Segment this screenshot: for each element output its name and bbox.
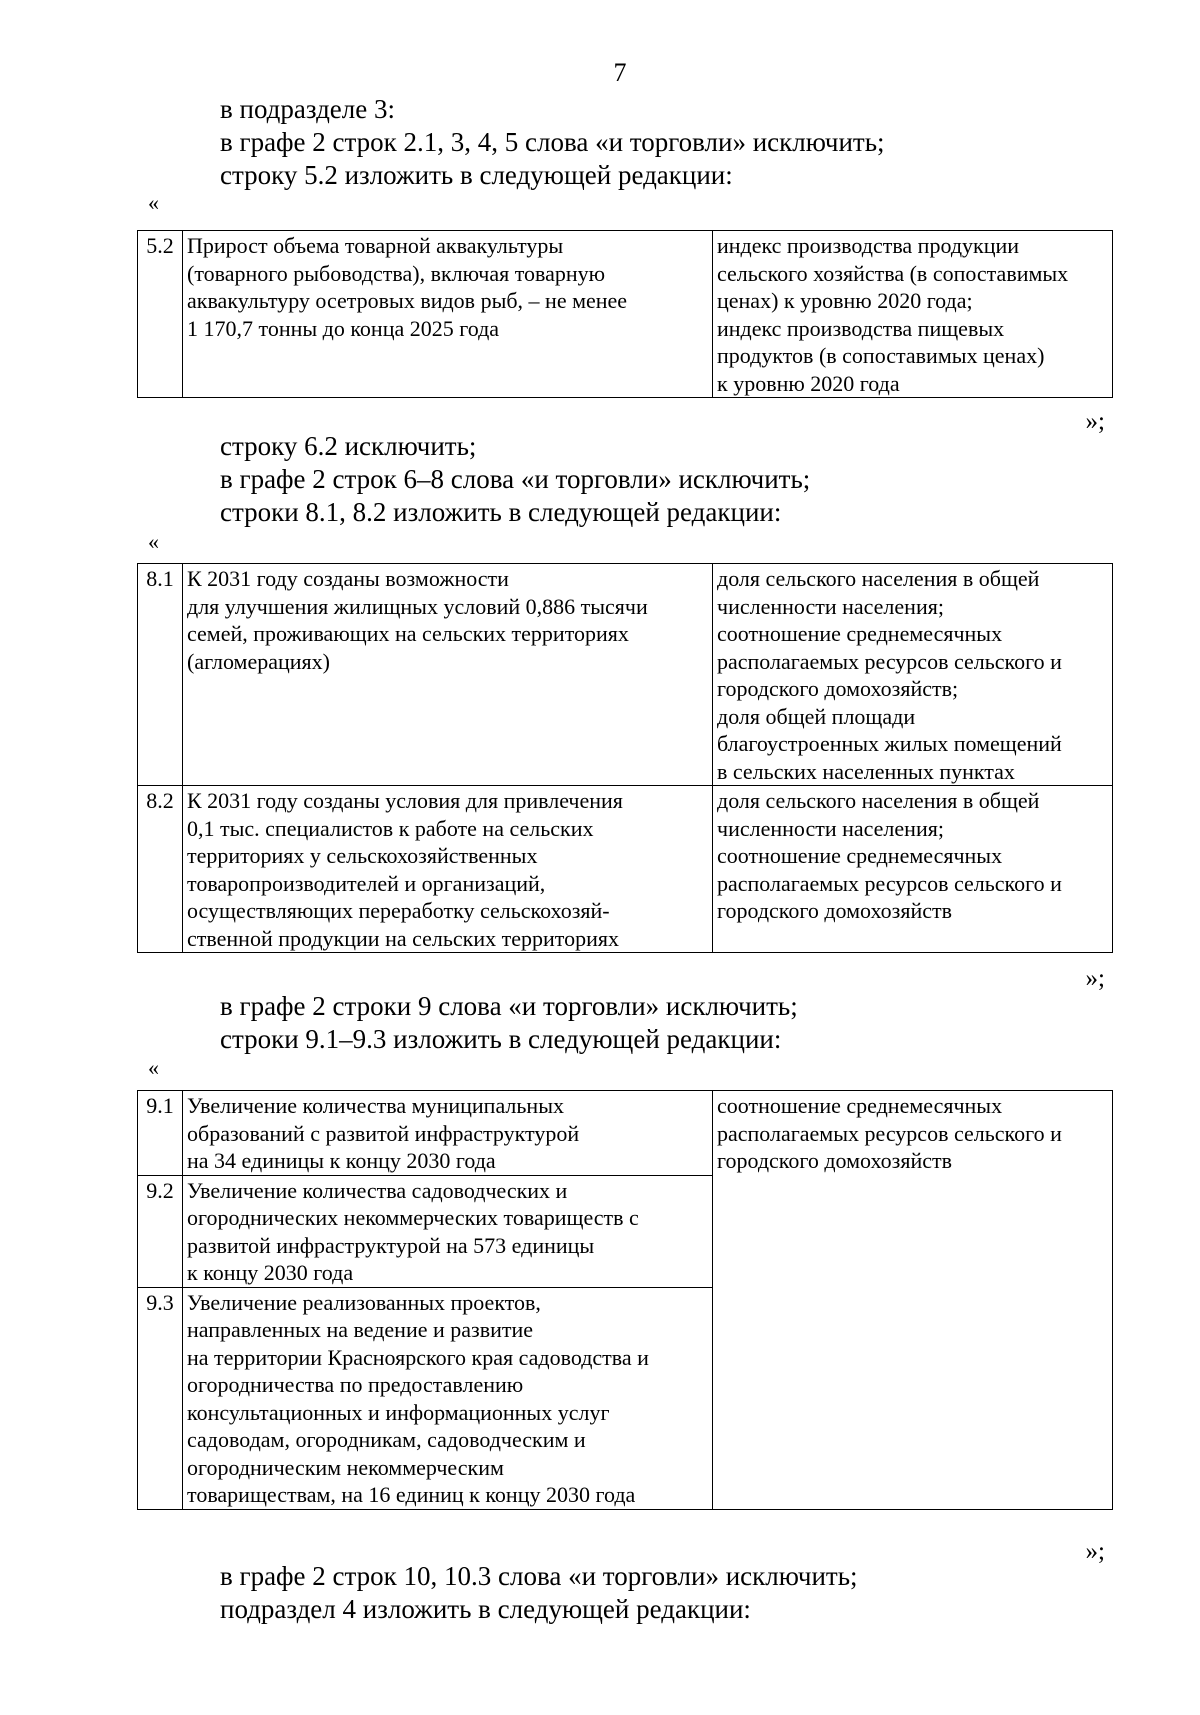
text-line: сельского хозяйства (в сопоставимых [717, 260, 1069, 286]
text-line: городского домохозяйств [717, 898, 953, 923]
text-line: товаропроизводителей и организаций, [187, 870, 546, 896]
text-line: индекс производства продукции [717, 233, 1020, 258]
text-line: Увеличение количества садоводческих и [187, 1177, 568, 1203]
text-line: огороднических некоммерческих товариществ с [187, 1205, 639, 1230]
text-line: доля общей площади [717, 703, 916, 729]
text-line: ственной продукции на сельских территориях [187, 925, 620, 951]
text-line: К 2031 году созданы условия для привлечения [187, 788, 623, 813]
text-line: для улучшения жилищных условий 0,886 тысячи [187, 593, 648, 619]
table-row [138, 1091, 1113, 1176]
section-1-intro [220, 93, 1120, 192]
text-line: доля сельского населения в общей [717, 566, 1040, 591]
text-line: городского домохозяйств [717, 1148, 953, 1173]
text-line: индекс производства пищевых [717, 315, 1005, 341]
text-line: аквакультуру осетровых видов рыб, – не менее [187, 288, 628, 313]
table-row [138, 564, 1113, 786]
row-number: 9.1 [138, 1091, 183, 1176]
text-line: соотношение среднемесячных [717, 1093, 1003, 1118]
quote-open: « [148, 190, 159, 215]
text-line: в сельских населенных пунктах [717, 758, 1015, 784]
row-number: 5.2 [138, 231, 183, 398]
intro-line: в графе 2 строк 2.1, 3, 4, 5 слова «и торговли» исключить; [220, 127, 885, 157]
section-2-intro [220, 430, 1120, 529]
text-line: (агломерациях) [187, 648, 330, 674]
intro-line: подраздел 4 изложить в следующей редакции: [220, 1594, 751, 1624]
text-line: образований с развитой инфраструктурой [187, 1120, 580, 1146]
text-line: численности населения; [717, 815, 944, 841]
text-line: Увеличение реализованных проектов, [187, 1289, 541, 1315]
intro-line: строку 6.2 исключить; [220, 431, 477, 461]
intro-line: в графе 2 строк 10, 10.3 слова «и торговли» исключить; [220, 1561, 858, 1591]
row-indicators [713, 564, 1113, 786]
text-line: численности населения; [717, 593, 944, 619]
text-line: соотношение среднемесячных [717, 621, 1003, 646]
text-line: 0,1 тыс. специалистов к работе на сельских [187, 815, 594, 841]
text-line: Увеличение количества муниципальных [187, 1093, 564, 1118]
row-number: 8.2 [138, 786, 183, 953]
text-line: продуктов (в сопоставимых ценах) [717, 343, 1045, 368]
text-line: располагаемых ресурсов сельского и [717, 1120, 1062, 1146]
section-3-intro [220, 990, 1120, 1056]
text-line: семей, проживающих на сельских территориях [187, 621, 629, 646]
quote-open: « [148, 529, 159, 554]
text-line: соотношение среднемесячных [717, 843, 1003, 868]
text-line: располагаемых ресурсов сельского и [717, 648, 1062, 674]
text-line: товариществам, на 16 единиц к концу 2030 года [187, 1482, 636, 1507]
text-line: садоводам, огородникам, садоводческим и [187, 1427, 586, 1452]
text-line: К 2031 году созданы возможности [187, 566, 509, 591]
text-line: к концу 2030 года [187, 1260, 354, 1285]
row-indicators [713, 231, 1113, 398]
text-line: консультационных и информационных услуг [187, 1399, 610, 1425]
intro-line: в подразделе 3: [220, 94, 395, 124]
intro-line: в графе 2 строк 6–8 слова «и торговли» исключить; [220, 464, 811, 494]
table-rows-8 [137, 563, 1113, 953]
row-number: 8.1 [138, 564, 183, 786]
table-row-5-2 [137, 230, 1113, 398]
text-line: городского домохозяйств; [717, 676, 959, 701]
quote-close: »; [1085, 1538, 1105, 1565]
quote-open: « [148, 1055, 159, 1080]
row-indicators [713, 786, 1113, 953]
row-description [183, 1287, 713, 1509]
text-line: 1 170,7 тонны до конца 2025 года [187, 315, 500, 341]
intro-line: строку 5.2 изложить в следующей редакции: [220, 160, 733, 190]
text-line: огородничества по предоставлению [187, 1372, 524, 1397]
text-line: Прирост объема товарной аквакультуры [187, 233, 564, 258]
text-line: направленных на ведение и развитие [187, 1317, 534, 1342]
text-line: доля сельского населения в общей [717, 788, 1040, 813]
text-line: на 34 единицы к концу 2030 года [187, 1148, 496, 1173]
text-line: благоустроенных жилых помещений [717, 731, 1062, 756]
text-line: на территории Красноярского края садоводства и [187, 1344, 649, 1370]
row-description [183, 564, 713, 786]
row-description [183, 1091, 713, 1176]
intro-line: в графе 2 строки 9 слова «и торговли» исключить; [220, 991, 798, 1021]
row-number: 9.3 [138, 1287, 183, 1509]
section-4-intro [220, 1560, 1120, 1626]
intro-line: строки 8.1, 8.2 изложить в следующей редакции: [220, 497, 782, 527]
table-row [138, 786, 1113, 953]
row-description [183, 786, 713, 953]
shared-indicators [713, 1091, 1113, 1510]
text-line: огородническим некоммерческим [187, 1454, 504, 1480]
text-line: осуществляющих переработку сельскохозяй- [187, 898, 610, 923]
quote-close: »; [1085, 965, 1105, 992]
page-number: 7 [613, 58, 627, 87]
table-rows-9 [137, 1090, 1113, 1510]
table-row [138, 231, 1113, 398]
text-line: развитой инфраструктурой на 573 единицы [187, 1232, 595, 1258]
text-line: к уровню 2020 года [717, 370, 900, 396]
text-line: территориях у сельскохозяйственных [187, 843, 538, 868]
row-description [183, 231, 713, 398]
intro-line: строки 9.1–9.3 изложить в следующей редакции: [220, 1024, 782, 1054]
text-line: ценах) к уровню 2020 года; [717, 288, 973, 313]
row-number: 9.2 [138, 1175, 183, 1287]
text-line: (товарного рыбоводства), включая товарную [187, 260, 606, 286]
row-description [183, 1175, 713, 1287]
text-line: располагаемых ресурсов сельского и [717, 870, 1062, 896]
quote-close: »; [1085, 408, 1105, 435]
